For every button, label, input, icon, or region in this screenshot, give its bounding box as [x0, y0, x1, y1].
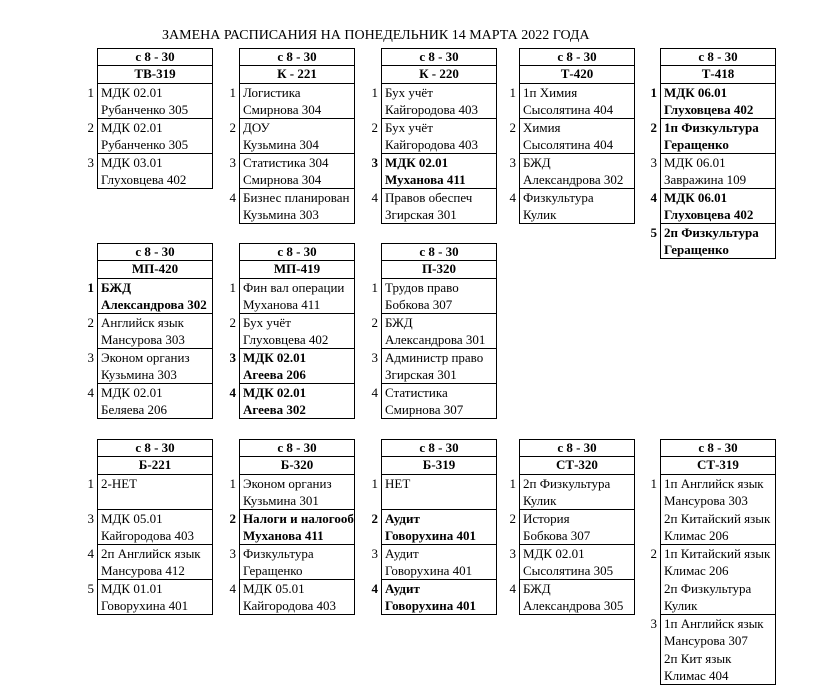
lesson-row — [494, 475, 635, 510]
lesson-cell — [97, 119, 213, 154]
lesson-number: 1 — [87, 476, 94, 491]
page-title: ЗАМЕНА РАСПИСАНИЯ НА ПОНЕДЕЛЬНИК 14 МАРТА 2022 ГОДА — [162, 28, 590, 43]
lesson-teacher-room: Бобкова 307 — [385, 297, 453, 312]
lesson-number: 2 — [371, 511, 378, 526]
lesson-row — [214, 154, 355, 189]
group-name: Б-320 — [239, 457, 355, 475]
lesson-cell — [381, 475, 497, 510]
lesson-subject: 2-НЕТ — [101, 476, 138, 491]
lesson-teacher-room: Мансурова 303 — [664, 493, 748, 508]
lesson-cell — [239, 84, 355, 119]
lesson-number: 2 — [229, 511, 236, 526]
lesson-teacher-room: Агеева 302 — [243, 402, 306, 417]
lesson-row — [72, 475, 213, 510]
lesson-subject: Эконом организ — [101, 350, 190, 365]
lesson-teacher-room: Глуховцева 402 — [664, 207, 754, 222]
lesson-row — [356, 119, 497, 154]
lesson-number: 4 — [87, 546, 94, 561]
lesson-number: 4 — [371, 190, 378, 205]
lesson-row — [356, 475, 497, 510]
lesson-cell — [381, 84, 497, 119]
lesson-subject: Налоги и налогооб — [243, 511, 354, 526]
lesson-number: 3 — [650, 155, 657, 170]
lesson-subject: Трудов право — [385, 280, 459, 295]
lesson-number: 2 — [229, 120, 236, 135]
lesson-number: 3 — [229, 350, 236, 365]
lesson-subject: 1п Китайский язык — [664, 546, 771, 561]
lesson-cell — [97, 84, 213, 119]
lesson-number: 4 — [371, 385, 378, 400]
lesson-teacher-room: Муханова 411 — [243, 528, 324, 543]
lesson-cell — [660, 580, 776, 615]
lesson-subject: 1п Физкультура — [664, 120, 759, 135]
lesson-row — [72, 545, 213, 580]
lesson-subject: МДК 02.01 — [243, 385, 307, 400]
lesson-subject: Бизнес планирован — [243, 190, 350, 205]
group-time: с 8 - 30 — [239, 243, 355, 261]
lesson-row — [356, 510, 497, 545]
lesson-teacher-room: Александрова 302 — [101, 297, 207, 312]
lesson-teacher-room: Муханова 411 — [243, 297, 321, 312]
lesson-row — [214, 349, 355, 384]
lesson-subject: МДК 02.01 — [243, 350, 307, 365]
lesson-teacher-room: Кулик — [523, 493, 557, 508]
lesson-subject: БЖД — [523, 581, 551, 596]
lesson-number: 1 — [371, 280, 378, 295]
lesson-teacher-room: Глуховцева 402 — [664, 102, 754, 117]
lesson-teacher-room: Згирская 301 — [385, 367, 457, 382]
lesson-teacher-room: Сысолятина 404 — [523, 137, 614, 152]
lesson-number: 1 — [371, 85, 378, 100]
lesson-cell — [381, 580, 497, 615]
lesson-number: 1 — [229, 85, 236, 100]
lesson-row — [635, 189, 776, 224]
lesson-teacher-room: Рубанченко 305 — [101, 102, 189, 117]
lesson-cell — [519, 475, 635, 510]
lesson-teacher-room: Глуховцева 402 — [101, 172, 187, 187]
lesson-number: 4 — [650, 190, 657, 205]
group-name: СТ-319 — [660, 457, 776, 475]
group-time: с 8 - 30 — [381, 48, 497, 66]
lesson-subject: БЖД — [101, 280, 132, 295]
lesson-cell — [660, 650, 776, 685]
lesson-number: 1 — [509, 476, 516, 491]
lesson-cell — [381, 510, 497, 545]
lesson-cell — [519, 119, 635, 154]
lesson-teacher-room: Згирская 301 — [385, 207, 457, 222]
group-time: с 8 - 30 — [97, 48, 213, 66]
lesson-subject: Аудит — [385, 511, 420, 526]
lesson-subject: МДК 06.01 — [664, 85, 728, 100]
lesson-row — [635, 545, 776, 580]
lesson-teacher-room: Кайгородова 403 — [243, 598, 336, 613]
lesson-cell — [239, 475, 355, 510]
lesson-cell — [239, 349, 355, 384]
lesson-cell — [97, 475, 213, 510]
group-name: К - 221 — [239, 66, 355, 84]
lesson-number: 3 — [229, 546, 236, 561]
lesson-subject: 2п Китайский язык — [664, 511, 771, 526]
lesson-cell — [97, 545, 213, 580]
lesson-cell — [381, 279, 497, 314]
lesson-number: 4 — [509, 581, 516, 596]
lesson-teacher-room: Муханова 411 — [385, 172, 466, 187]
group-time: с 8 - 30 — [519, 48, 635, 66]
lesson-number: 1 — [650, 85, 657, 100]
lesson-teacher-room: Климас 206 — [664, 528, 729, 543]
lesson-row — [494, 119, 635, 154]
lesson-row — [356, 384, 497, 419]
lesson-number: 2 — [650, 546, 657, 561]
lesson-number: 3 — [229, 155, 236, 170]
lesson-subject: 1п Английск язык — [664, 616, 764, 631]
lesson-cell — [239, 189, 355, 224]
lesson-number: 3 — [87, 350, 94, 365]
lesson-cell — [239, 154, 355, 189]
lesson-row — [356, 189, 497, 224]
group-name: Т-418 — [660, 66, 776, 84]
lesson-teacher-room: Сысолятина 305 — [523, 563, 614, 578]
lesson-subject: Администр право — [385, 350, 484, 365]
lesson-row — [214, 279, 355, 314]
group-time: с 8 - 30 — [239, 439, 355, 457]
lesson-row — [214, 545, 355, 580]
lesson-number: 1 — [371, 476, 378, 491]
lesson-row — [72, 349, 213, 384]
lesson-teacher-room: Александрова 301 — [385, 332, 486, 347]
lesson-subject: МДК 03.01 — [101, 155, 163, 170]
lesson-teacher-room: Геращенко — [664, 242, 729, 257]
lesson-subject: 2п Кит язык — [664, 651, 732, 666]
lesson-subject: Логистика — [243, 85, 301, 100]
lesson-row — [72, 384, 213, 419]
lesson-subject: 2п Физкультура — [664, 581, 752, 596]
lesson-number: 2 — [509, 511, 516, 526]
lesson-cell — [97, 580, 213, 615]
lesson-number: 4 — [371, 581, 378, 596]
lesson-number: 1 — [87, 85, 94, 100]
lesson-number: 4 — [229, 190, 236, 205]
lesson-teacher-room: Кулик — [523, 207, 557, 222]
lesson-cell — [660, 189, 776, 224]
lesson-number: 5 — [650, 225, 657, 240]
lesson-cell — [660, 475, 776, 510]
lesson-row — [214, 510, 355, 545]
lesson-cell — [519, 580, 635, 615]
lesson-subject: История — [523, 511, 570, 526]
lesson-number: 2 — [87, 120, 94, 135]
lesson-teacher-room: Климас 404 — [664, 668, 729, 683]
lesson-number — [635, 510, 660, 545]
lesson-teacher-room: Беляева 206 — [101, 402, 167, 417]
lesson-cell — [381, 314, 497, 349]
lesson-row — [635, 154, 776, 189]
lesson-cell — [239, 545, 355, 580]
group-time: с 8 - 30 — [239, 48, 355, 66]
lesson-teacher-room: Говорухина 401 — [101, 598, 189, 613]
lesson-subject: МДК 01.01 — [101, 581, 163, 596]
lesson-row — [494, 580, 635, 615]
lesson-cell — [381, 349, 497, 384]
lesson-row — [494, 154, 635, 189]
lesson-teacher-room: Геращенко — [664, 137, 729, 152]
lesson-subject: МДК 06.01 — [664, 155, 726, 170]
lesson-row — [214, 475, 355, 510]
lesson-subject: Бух учёт — [243, 315, 291, 330]
lesson-number: 3 — [371, 546, 378, 561]
lesson-teacher-room: Мансурова 307 — [664, 633, 748, 648]
lesson-cell — [97, 384, 213, 419]
lesson-teacher-room: Смирнова 304 — [243, 102, 322, 117]
lesson-subject: МДК 05.01 — [101, 511, 163, 526]
lesson-cell — [660, 545, 776, 580]
lesson-row — [635, 475, 776, 510]
lesson-subject: Фин вал операции — [243, 280, 345, 295]
lesson-subject: Физкультура — [523, 190, 594, 205]
lesson-teacher-room: Смирнова 304 — [243, 172, 322, 187]
lesson-teacher-room: Сысолятина 404 — [523, 102, 614, 117]
lesson-row — [72, 314, 213, 349]
lesson-row — [356, 580, 497, 615]
lesson-cell — [239, 119, 355, 154]
lesson-row — [356, 154, 497, 189]
lesson-subject: МДК 02.01 — [101, 385, 163, 400]
lesson-subject: Бух учёт — [385, 85, 433, 100]
lesson-row — [72, 119, 213, 154]
lesson-cell — [519, 545, 635, 580]
lesson-teacher-room: Мансурова 303 — [101, 332, 185, 347]
lesson-row — [356, 84, 497, 119]
lesson-cell — [519, 189, 635, 224]
lesson-subject: БЖД — [385, 315, 413, 330]
lesson-teacher-room: Смирнова 307 — [385, 402, 464, 417]
lesson-number: 1 — [229, 280, 236, 295]
lesson-teacher-room: Кузьмина 304 — [243, 137, 319, 152]
lesson-teacher-room: Мансурова 412 — [101, 563, 185, 578]
lesson-subject: Статистика 304 — [243, 155, 329, 170]
lesson-number: 4 — [229, 581, 236, 596]
group-name: МП-419 — [239, 261, 355, 279]
lesson-number: 3 — [87, 155, 94, 170]
lesson-teacher-room: Геращенко — [243, 563, 303, 578]
lesson-teacher-room: Бобкова 307 — [523, 528, 591, 543]
lesson-number: 4 — [87, 385, 94, 400]
lesson-subject: Статистика — [385, 385, 448, 400]
lesson-row — [72, 84, 213, 119]
lesson-cell — [381, 189, 497, 224]
lesson-number: 1 — [650, 476, 657, 491]
lesson-subject: НЕТ — [385, 476, 411, 491]
lesson-subject: Правов обеспеч — [385, 190, 473, 205]
lesson-cell — [660, 84, 776, 119]
lesson-number: 2 — [509, 120, 516, 135]
lesson-cell — [660, 154, 776, 189]
lesson-teacher-room: Говорухина 401 — [385, 528, 477, 543]
lesson-number: 3 — [371, 350, 378, 365]
lesson-subject: 2п Английск язык — [101, 546, 201, 561]
lesson-number — [635, 650, 660, 685]
group-name: Б-319 — [381, 457, 497, 475]
lesson-number: 4 — [509, 190, 516, 205]
lesson-cell — [519, 510, 635, 545]
lesson-row — [635, 650, 776, 685]
lesson-row — [72, 154, 213, 189]
lesson-row — [494, 510, 635, 545]
lesson-row — [635, 615, 776, 650]
lesson-teacher-room: Говорухина 401 — [385, 598, 477, 613]
lesson-row — [214, 189, 355, 224]
lesson-number: 2 — [371, 315, 378, 330]
lesson-subject: 1п Химия — [523, 85, 578, 100]
lesson-row — [635, 580, 776, 615]
lesson-subject: МДК 05.01 — [243, 581, 305, 596]
lesson-number — [635, 580, 660, 615]
lesson-cell — [660, 615, 776, 650]
lesson-subject: БЖД — [523, 155, 551, 170]
lesson-teacher-room: Агеева 206 — [243, 367, 306, 382]
lesson-teacher-room: Кулик — [664, 598, 698, 613]
lesson-number: 2 — [650, 120, 657, 135]
lesson-cell — [97, 349, 213, 384]
lesson-cell — [660, 224, 776, 259]
lesson-row — [214, 384, 355, 419]
lesson-teacher-room: Климас 206 — [664, 563, 729, 578]
lesson-subject: Химия — [523, 120, 561, 135]
lesson-row — [214, 314, 355, 349]
group-time: с 8 - 30 — [97, 243, 213, 261]
group-name: К - 220 — [381, 66, 497, 84]
group-name: П-320 — [381, 261, 497, 279]
group-name: ТВ-319 — [97, 66, 213, 84]
lesson-cell — [97, 314, 213, 349]
lesson-row — [214, 119, 355, 154]
group-time: с 8 - 30 — [381, 439, 497, 457]
lesson-teacher-room: Кузьмина 301 — [243, 493, 319, 508]
lesson-row — [72, 580, 213, 615]
lesson-number: 2 — [229, 315, 236, 330]
lesson-cell — [239, 314, 355, 349]
lesson-row — [72, 279, 213, 314]
lesson-row — [72, 510, 213, 545]
lesson-cell — [660, 510, 776, 545]
lesson-teacher-room: Глуховцева 402 — [243, 332, 329, 347]
lesson-subject: Эконом организ — [243, 476, 332, 491]
lesson-row — [356, 545, 497, 580]
lesson-row — [494, 189, 635, 224]
lesson-subject: МДК 02.01 — [523, 546, 585, 561]
lesson-row — [635, 119, 776, 154]
group-name: МП-420 — [97, 261, 213, 279]
lesson-teacher-room: Говорухина 401 — [385, 563, 473, 578]
lesson-number: 5 — [87, 581, 94, 596]
group-time: с 8 - 30 — [97, 439, 213, 457]
lesson-teacher-room: Завражина 109 — [664, 172, 747, 187]
lesson-number: 1 — [509, 85, 516, 100]
lesson-number: 3 — [87, 511, 94, 526]
group-time: с 8 - 30 — [660, 48, 776, 66]
lesson-number: 2 — [87, 315, 94, 330]
lesson-subject: Аудит — [385, 581, 420, 596]
lesson-number: 1 — [229, 476, 236, 491]
lesson-row — [356, 279, 497, 314]
group-time: с 8 - 30 — [660, 439, 776, 457]
lesson-teacher-room: Кайгородова 403 — [385, 137, 478, 152]
lesson-cell — [239, 279, 355, 314]
lesson-teacher-room: Кузьмина 303 — [243, 207, 319, 222]
lesson-cell — [239, 384, 355, 419]
lesson-row — [214, 580, 355, 615]
lesson-subject: МДК 02.01 — [101, 85, 163, 100]
lesson-subject: Бух учёт — [385, 120, 433, 135]
lesson-subject: 2п Физкультура — [523, 476, 611, 491]
lesson-cell — [97, 154, 213, 189]
lesson-teacher-room: Александрова 305 — [523, 598, 624, 613]
lesson-cell — [381, 384, 497, 419]
lesson-row — [494, 84, 635, 119]
lesson-row — [356, 349, 497, 384]
group-name: Т-420 — [519, 66, 635, 84]
lesson-teacher-room: Кузьмина 303 — [101, 367, 177, 382]
lesson-teacher-room: Александрова 302 — [523, 172, 624, 187]
lesson-teacher-room: Кайгородова 403 — [101, 528, 194, 543]
lesson-cell — [239, 510, 355, 545]
lesson-number: 1 — [87, 280, 94, 295]
lesson-cell — [519, 154, 635, 189]
lesson-row — [494, 545, 635, 580]
lesson-cell — [519, 84, 635, 119]
lesson-cell — [660, 119, 776, 154]
lesson-cell — [381, 154, 497, 189]
lesson-cell — [97, 510, 213, 545]
lesson-subject: Аудит — [385, 546, 419, 561]
lesson-teacher-room: Кайгородова 403 — [385, 102, 478, 117]
lesson-number: 3 — [371, 155, 378, 170]
lesson-subject: МДК 02.01 — [385, 155, 449, 170]
lesson-cell — [381, 545, 497, 580]
group-time: с 8 - 30 — [381, 243, 497, 261]
lesson-subject: ДОУ — [243, 120, 270, 135]
lesson-number: 3 — [509, 155, 516, 170]
lesson-number: 3 — [650, 616, 657, 631]
lesson-cell — [239, 580, 355, 615]
lesson-row — [635, 510, 776, 545]
lesson-subject: МДК 02.01 — [101, 120, 163, 135]
lesson-row — [356, 314, 497, 349]
lesson-teacher-room: Рубанченко 305 — [101, 137, 189, 152]
lesson-row — [635, 224, 776, 259]
lesson-row — [635, 84, 776, 119]
lesson-subject: МДК 06.01 — [664, 190, 728, 205]
lesson-cell — [97, 279, 213, 314]
lesson-row — [214, 84, 355, 119]
lesson-number: 2 — [371, 120, 378, 135]
group-time: с 8 - 30 — [519, 439, 635, 457]
group-name: СТ-320 — [519, 457, 635, 475]
lesson-cell — [381, 119, 497, 154]
lesson-subject: Английск язык — [101, 315, 184, 330]
lesson-number: 3 — [509, 546, 516, 561]
lesson-number: 4 — [229, 385, 236, 400]
group-name: Б-221 — [97, 457, 213, 475]
lesson-subject: 1п Английск язык — [664, 476, 764, 491]
lesson-subject: 2п Физкультура — [664, 225, 759, 240]
lesson-subject: Физкультура — [243, 546, 314, 561]
